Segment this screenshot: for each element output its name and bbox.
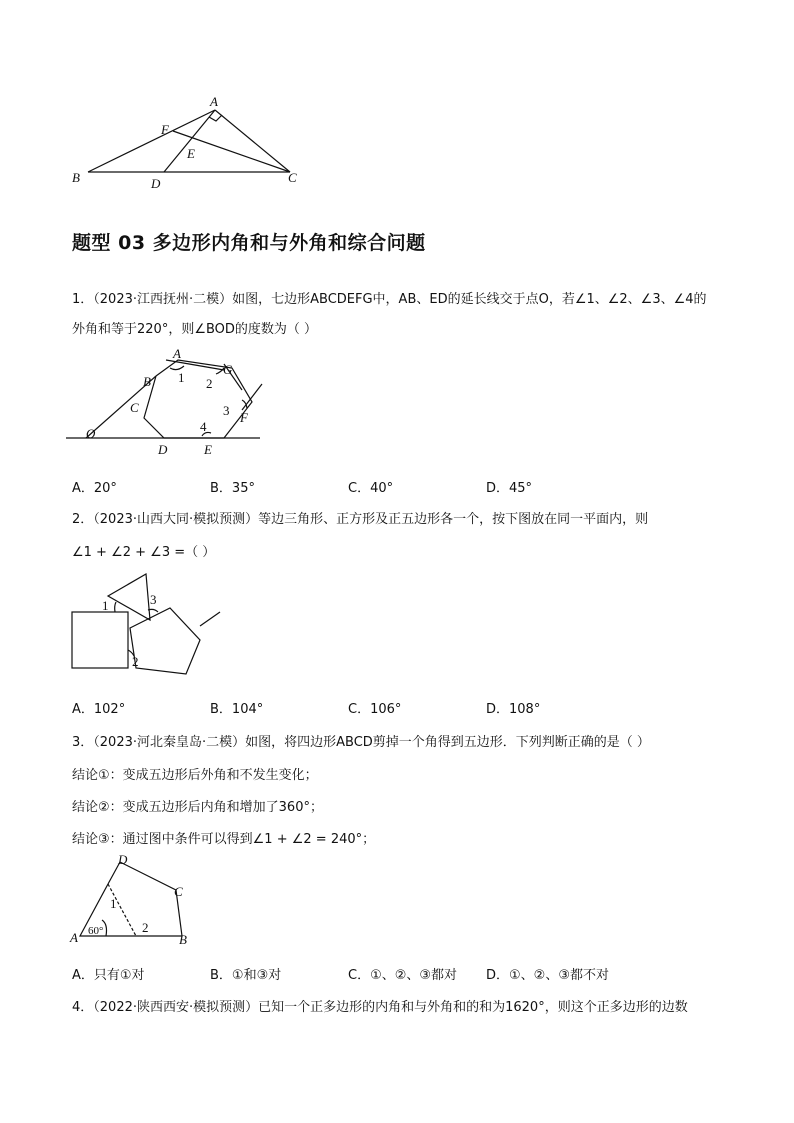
- q3-label-B: B: [179, 932, 187, 947]
- q2-option-b[interactable]: B．104°: [210, 702, 264, 717]
- triangle-figure-top: [60, 90, 320, 190]
- q2-text-line1: 2．（2023·山西大同·模拟预测）等边三角形、正方形及正五边形各一个，按下图放在同一平面内，则: [72, 512, 649, 527]
- q2-option-c[interactable]: C．106°: [348, 702, 402, 717]
- q2-angle-3: 3: [150, 592, 157, 607]
- q1-option-a[interactable]: A．20°: [72, 481, 117, 496]
- q2-text-line2: ∠1 + ∠2 + ∠3 =（ ）: [72, 545, 216, 560]
- q3-conclusion-1: 结论①：变成五边形后外角和不发生变化；: [72, 768, 318, 783]
- q1-angle-1: 1: [178, 370, 185, 385]
- q1-text-line1: 1．（2023·江西抚州·二模）如图，七边形ABCDEFG中，AB、ED的延长线交于点O，若∠1、∠2、∠3、∠4的: [72, 292, 707, 307]
- q3-angle-1: 1: [110, 896, 117, 911]
- label-A: A: [210, 94, 218, 109]
- q3-label-C: C: [174, 884, 183, 899]
- q1-angle-2: 2: [206, 376, 213, 391]
- q3-conclusion-3: 结论③：通过图中条件可以得到∠1 + ∠2 = 240°；: [72, 832, 376, 847]
- q2-option-d[interactable]: D．108°: [486, 702, 541, 717]
- q1-label-C: C: [130, 400, 139, 415]
- q3-option-a[interactable]: A．只有①对: [72, 968, 145, 983]
- q3-text-line1: 3．（2023·河北秦皇岛·二模）如图，将四边形ABCD剪掉一个角得到五边形．下列判断正确的是（ ）: [72, 735, 650, 750]
- q3-option-d[interactable]: D．①、②、③都不对: [486, 968, 609, 983]
- q1-angle-3: 3: [223, 403, 230, 418]
- q3-label-D: D: [118, 852, 128, 867]
- q1-label-G: G: [223, 362, 233, 377]
- label-E: E: [187, 146, 195, 161]
- q3-label-A: A: [70, 930, 78, 945]
- q1-label-F: F: [240, 410, 248, 425]
- q1-label-A: A: [173, 346, 181, 361]
- q1-label-B: B: [143, 374, 151, 389]
- label-F: F: [161, 122, 169, 137]
- q3-angle-60: 60°: [88, 925, 104, 937]
- shapes-figure: [66, 568, 236, 678]
- q2-angle-1: 1: [102, 598, 109, 613]
- q3-option-c[interactable]: C．①、②、③都对: [348, 968, 458, 983]
- q1-label-D: D: [158, 442, 168, 457]
- q2-option-a[interactable]: A．102°: [72, 702, 126, 717]
- q1-label-O: O: [86, 426, 96, 441]
- q3-option-b[interactable]: B．①和③对: [210, 968, 282, 983]
- label-B: B: [72, 170, 80, 185]
- q1-option-b[interactable]: B．35°: [210, 481, 255, 496]
- q1-label-E: E: [204, 442, 212, 457]
- label-C: C: [288, 170, 297, 185]
- quadrilateral-figure: [66, 852, 206, 952]
- q2-angle-2: 2: [132, 654, 139, 669]
- section-title: 题型 03 多边形内角和与外角和综合问题: [72, 232, 426, 254]
- q4-text-line1: 4．（2022·陕西西安·模拟预测）已知一个正多边形的内角和与外角和的和为1620°，则这个正多边形的边数: [72, 1000, 688, 1015]
- q1-text-line2: 外角和等于220°，则∠BOD的度数为（ ）: [72, 322, 318, 337]
- q1-angle-4: 4: [200, 419, 207, 434]
- heptagon-figure: [66, 342, 266, 462]
- q3-angle-2: 2: [142, 920, 149, 935]
- label-D: D: [151, 176, 161, 190]
- q3-conclusion-2: 结论②：变成五边形后内角和增加了360°；: [72, 800, 323, 815]
- q1-option-c[interactable]: C．40°: [348, 481, 394, 496]
- q1-option-d[interactable]: D．45°: [486, 481, 533, 496]
